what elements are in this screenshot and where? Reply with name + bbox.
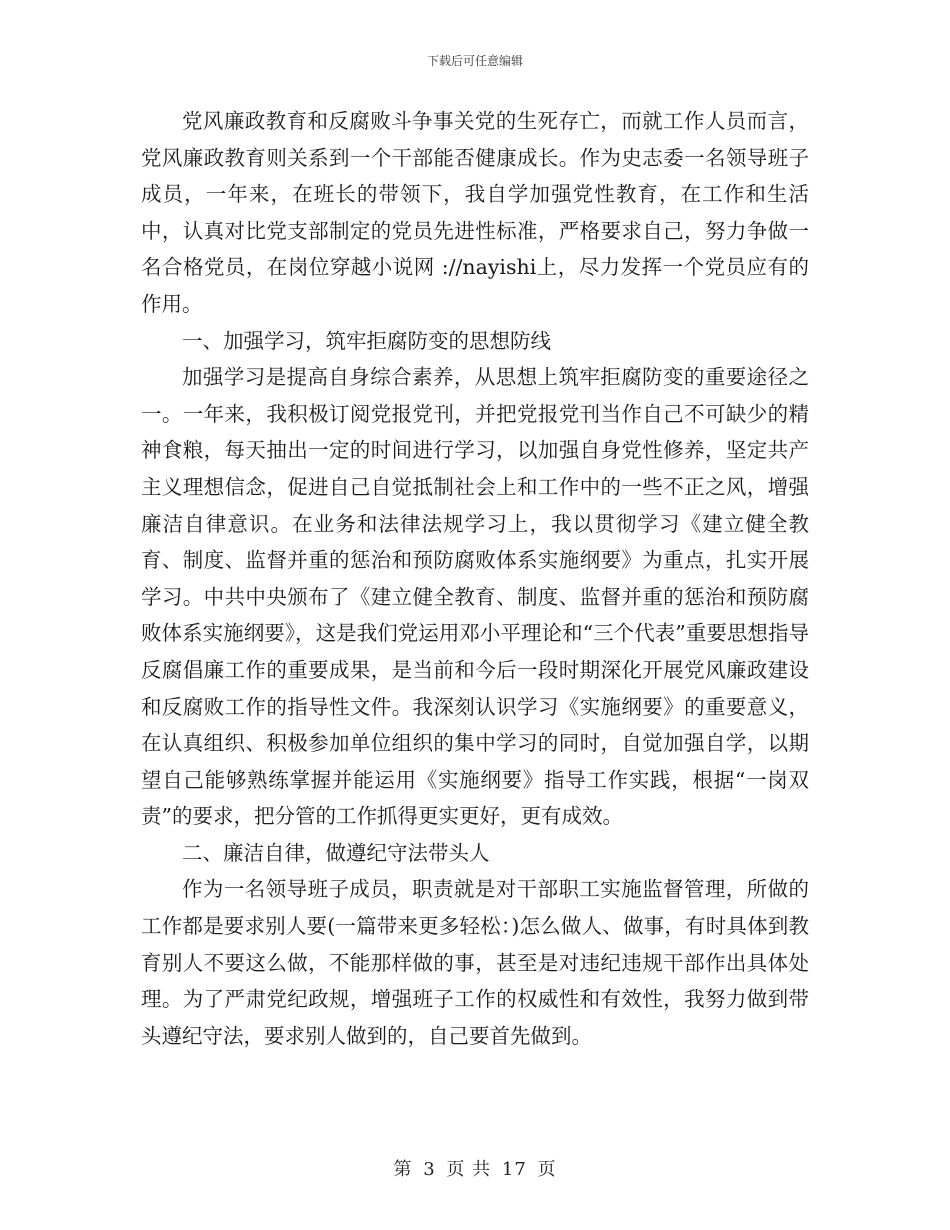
page-header-note: 下载后可任意编辑 [426, 54, 523, 68]
section-heading-1: 一、加强学习，筑牢拒腐防变的思想防线 [182, 328, 551, 353]
paragraph-intro: 党风廉政教育和反腐败斗争事关党的生死存亡，而就工作人员而言，党风廉政教育则关系到一个干部能否健康成长。作为史志委一名领导班子成员，一年来，在班长的带领下，我自学加强党性教育，在工作和生活中，认真对比党支部制定的党员先进性标准，严格要求自己，努力争做一名合格党员，在岗位穿越小说网 ://nayishi上，尽力发挥一个党员应有的作用。 [141, 109, 809, 316]
footer-total-pages: 17 [501, 1159, 527, 1180]
footer-prefix: 第 [393, 1159, 413, 1180]
paragraph-discipline: 作为一名领导班子成员，职责就是对干部职工实施监督管理，所做的工作都是要求别人要(一篇带来更多轻松：)怎么做人、做事，有时具体到教育别人不要这么做，不能那样做的事，甚至是对违纪违规干部作出具体处理。为了严肃党纪政规，增强班子工作的权威性和有效性，我努力做到带头遵纪守法，要求别人做到的，自己要首先做到。 [141, 877, 809, 1048]
section-heading-2: 二、廉洁自律，做遵纪守法带头人 [182, 840, 490, 865]
footer-middle: 页 共 [446, 1159, 492, 1180]
page-footer [0, 1155, 950, 1181]
footer-page-number: 3 [423, 1159, 436, 1180]
document-body [141, 103, 809, 1054]
paragraph-study: 加强学习是提高自身综合素养，从思想上筑牢拒腐防变的重要途径之一。一年来，我积极订阅党报党刊，并把党报党刊当作自己不可缺少的精神食粮，每天抽出一定的时间进行学习，以加强自身党性修养，坚定共产主义理想信念，促进自己自觉抵制社会上和工作中的一些不正之风，增强廉洁自律意识。在业务和法律法规学习上，我以贯彻学习《建立健全教育、制度、监督并重的惩治和预防腐败体系实施纲要》为重点，扎实开展学习。中共中央颁布了《建立健全教育、制度、监督并重的惩治和预防腐败体系实施纲要》，这是我们党运用邓小平理论和“三个代表”重要思想指导反腐倡廉工作的重要成果，是当前和今后一段时期深化开展党风廉政建设和反腐败工作的指导性文件。我深刻认识学习《实施纲要》的重要意义，在认真组织、积极参加单位组织的集中学习的同时，自觉加强自学，以期望自己能够熟练掌握并能运用《实施纲要》指导工作实践，根据“一岗双责”的要求，把分管的工作抓得更实更好，更有成效。 [141, 365, 809, 829]
footer-suffix: 页 [537, 1159, 557, 1180]
